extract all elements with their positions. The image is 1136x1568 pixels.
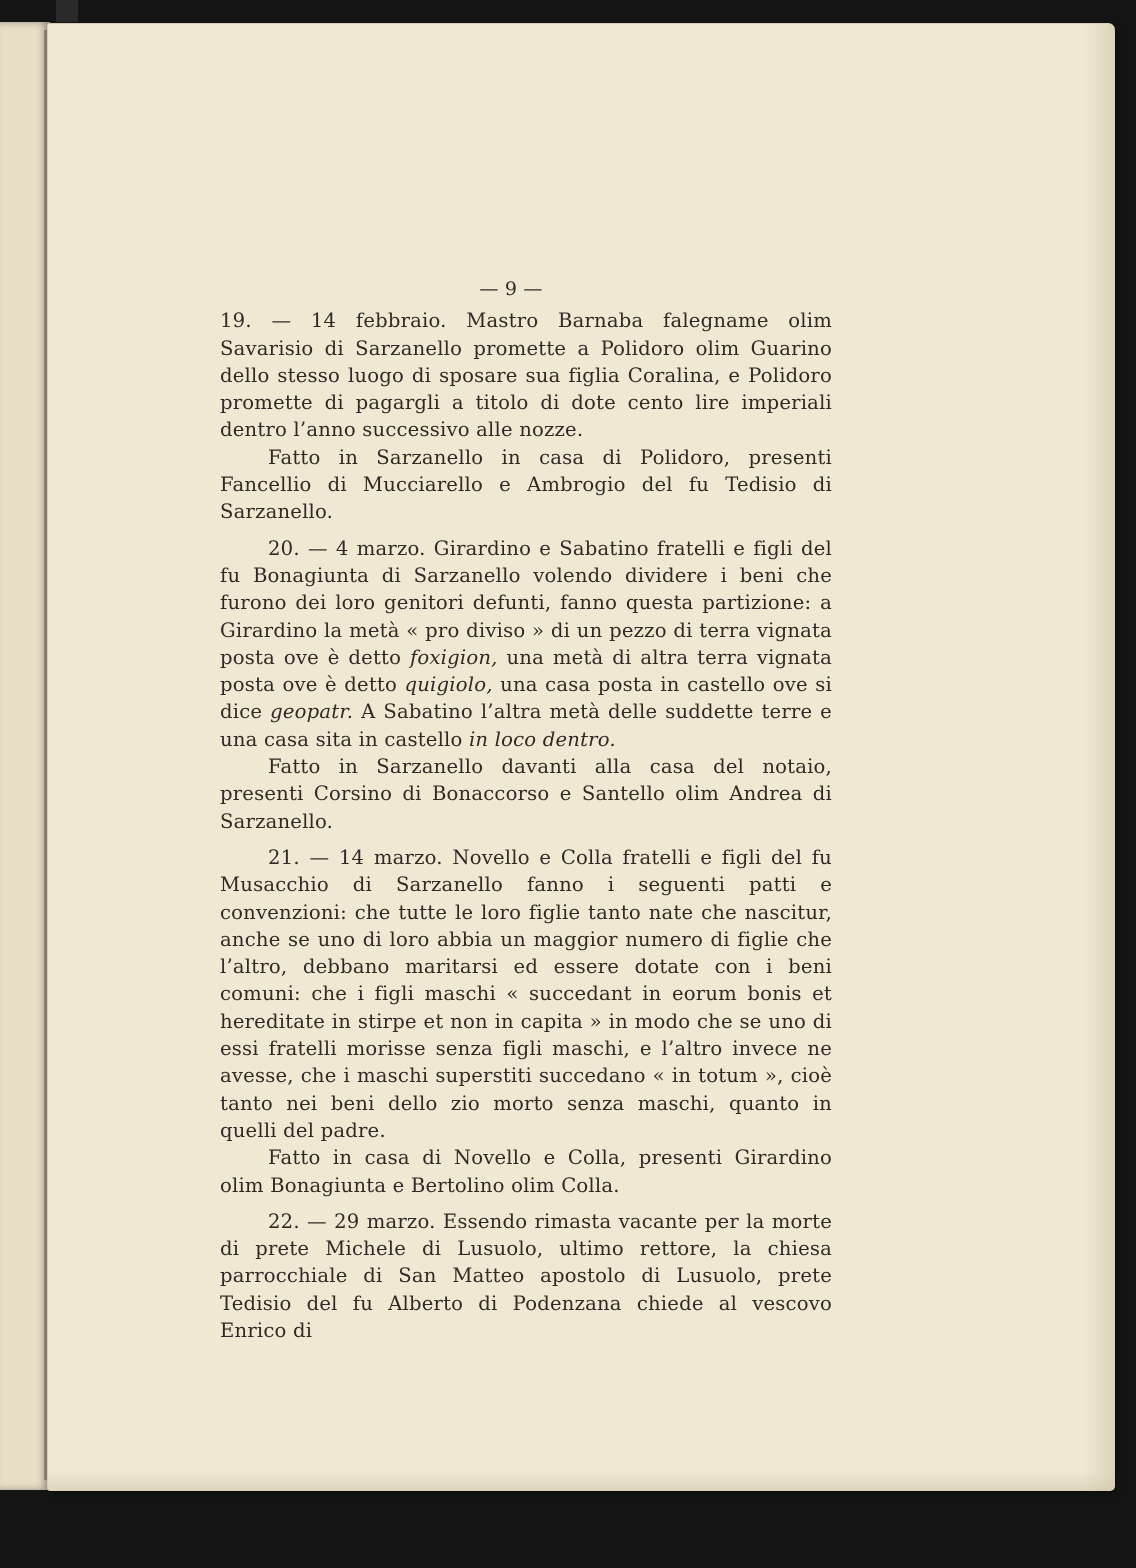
entry-21 <box>220 844 832 1144</box>
place-name-italic: foxigion, <box>409 645 498 669</box>
binding-tab <box>56 0 78 22</box>
place-name-italic: in loco dentro. <box>468 727 616 751</box>
page-number: — 9 — <box>479 278 543 300</box>
entry-text: Novello e Colla fratelli e figli del fu Musacchio di Sarzanello fanno i seguenti patti e convenzioni: che tutte le loro figlie tanto nate che nascitur, anche se uno di loro abbia un maggior numero di figlie che l’altro, debbano maritarsi ed essere dotate con i beni comuni: che i figli maschi « succedant in eorum bonis et hereditate in stirpe et non in capita » in modo che se uno di essi fratelli morisse senza figli maschi, e l’altro invece ne avesse, che i maschi superstiti succedano « in totum », cioè tanto nei beni dello zio morto senza maschi, quanto in quelli del padre. <box>220 845 832 1142</box>
entry-text: una metà di altra terra vignata posta ove è detto <box>220 645 832 697</box>
right-page <box>48 24 1114 1490</box>
entry-19-fatto: Fatto in Sarzanello in casa di Polidoro, presenti Fancellio di Mucciarello e Ambrogio del fu Tedisio di Sarzanello. <box>220 445 832 524</box>
entry-date: — 14 marzo. <box>309 845 443 869</box>
left-page-edge <box>0 22 50 1490</box>
entry-text: Girardino e Sabatino fratelli e figli del fu Bonagiunta di Sarzanello volendo dividere i beni che furono dei loro genitori defunti, fanno questa partizione: a Girardino la metà « pro diviso » di un pezzo di terra vignata posta ove è detto <box>220 536 832 669</box>
entry-date: — 14 febbraio. <box>271 309 447 333</box>
book-spine <box>44 30 47 1480</box>
entry-date: — 29 marzo. <box>307 1209 436 1233</box>
entry-text: Mastro Barnaba falegname olim Savarisio di Sarzanello promette a Polidoro olim Guarino dello stesso luogo di sposare sua figlia Coralina, e Polidoro promette di pagargli a titolo di dote cento lire imperiali dentro l’anno successivo alle nozze. <box>220 309 832 442</box>
page-edge-shadow <box>1084 24 1114 1490</box>
place-name-italic: geopatr. <box>270 700 354 724</box>
entry-20-fatto: Fatto in Sarzanello davanti alla casa del notaio, presenti Corsino di Bonaccorso e Santello olim Andrea di Sarzanello. <box>220 755 832 833</box>
entry-21-fatto: Fatto in casa di Novello e Colla, presenti Girardino olim Bonagiunta e Bertolino olim Colla. <box>220 1146 832 1197</box>
entry-date: — 4 marzo. <box>307 536 426 560</box>
entry-text: A Sabatino l’altra metà delle suddette terre e una casa sita in castello <box>220 700 832 751</box>
entry-22 <box>220 1208 832 1344</box>
entry-number: 21. <box>268 845 300 869</box>
entry-number: 20. <box>268 536 300 560</box>
entry-20 <box>220 535 832 753</box>
place-name-italic: quigiolo, <box>404 673 493 697</box>
entry-19 <box>220 307 832 443</box>
entry-number: 22. <box>268 1209 300 1233</box>
entry-text: una casa posta in castello ove si dice <box>220 673 832 724</box>
entry-number: 19. <box>220 309 252 333</box>
entry-text: Essendo rimasta vacante per la morte di prete Michele di Lusuolo, ultimo rettore, la chiesa parrocchiale di San Matteo apostolo di Lusuolo, prete Tedisio del fu Alberto di Podenzana chiede al vescovo Enrico di <box>220 1209 832 1342</box>
page-bottom-shadow <box>48 1472 1114 1490</box>
page-text <box>220 276 832 1344</box>
